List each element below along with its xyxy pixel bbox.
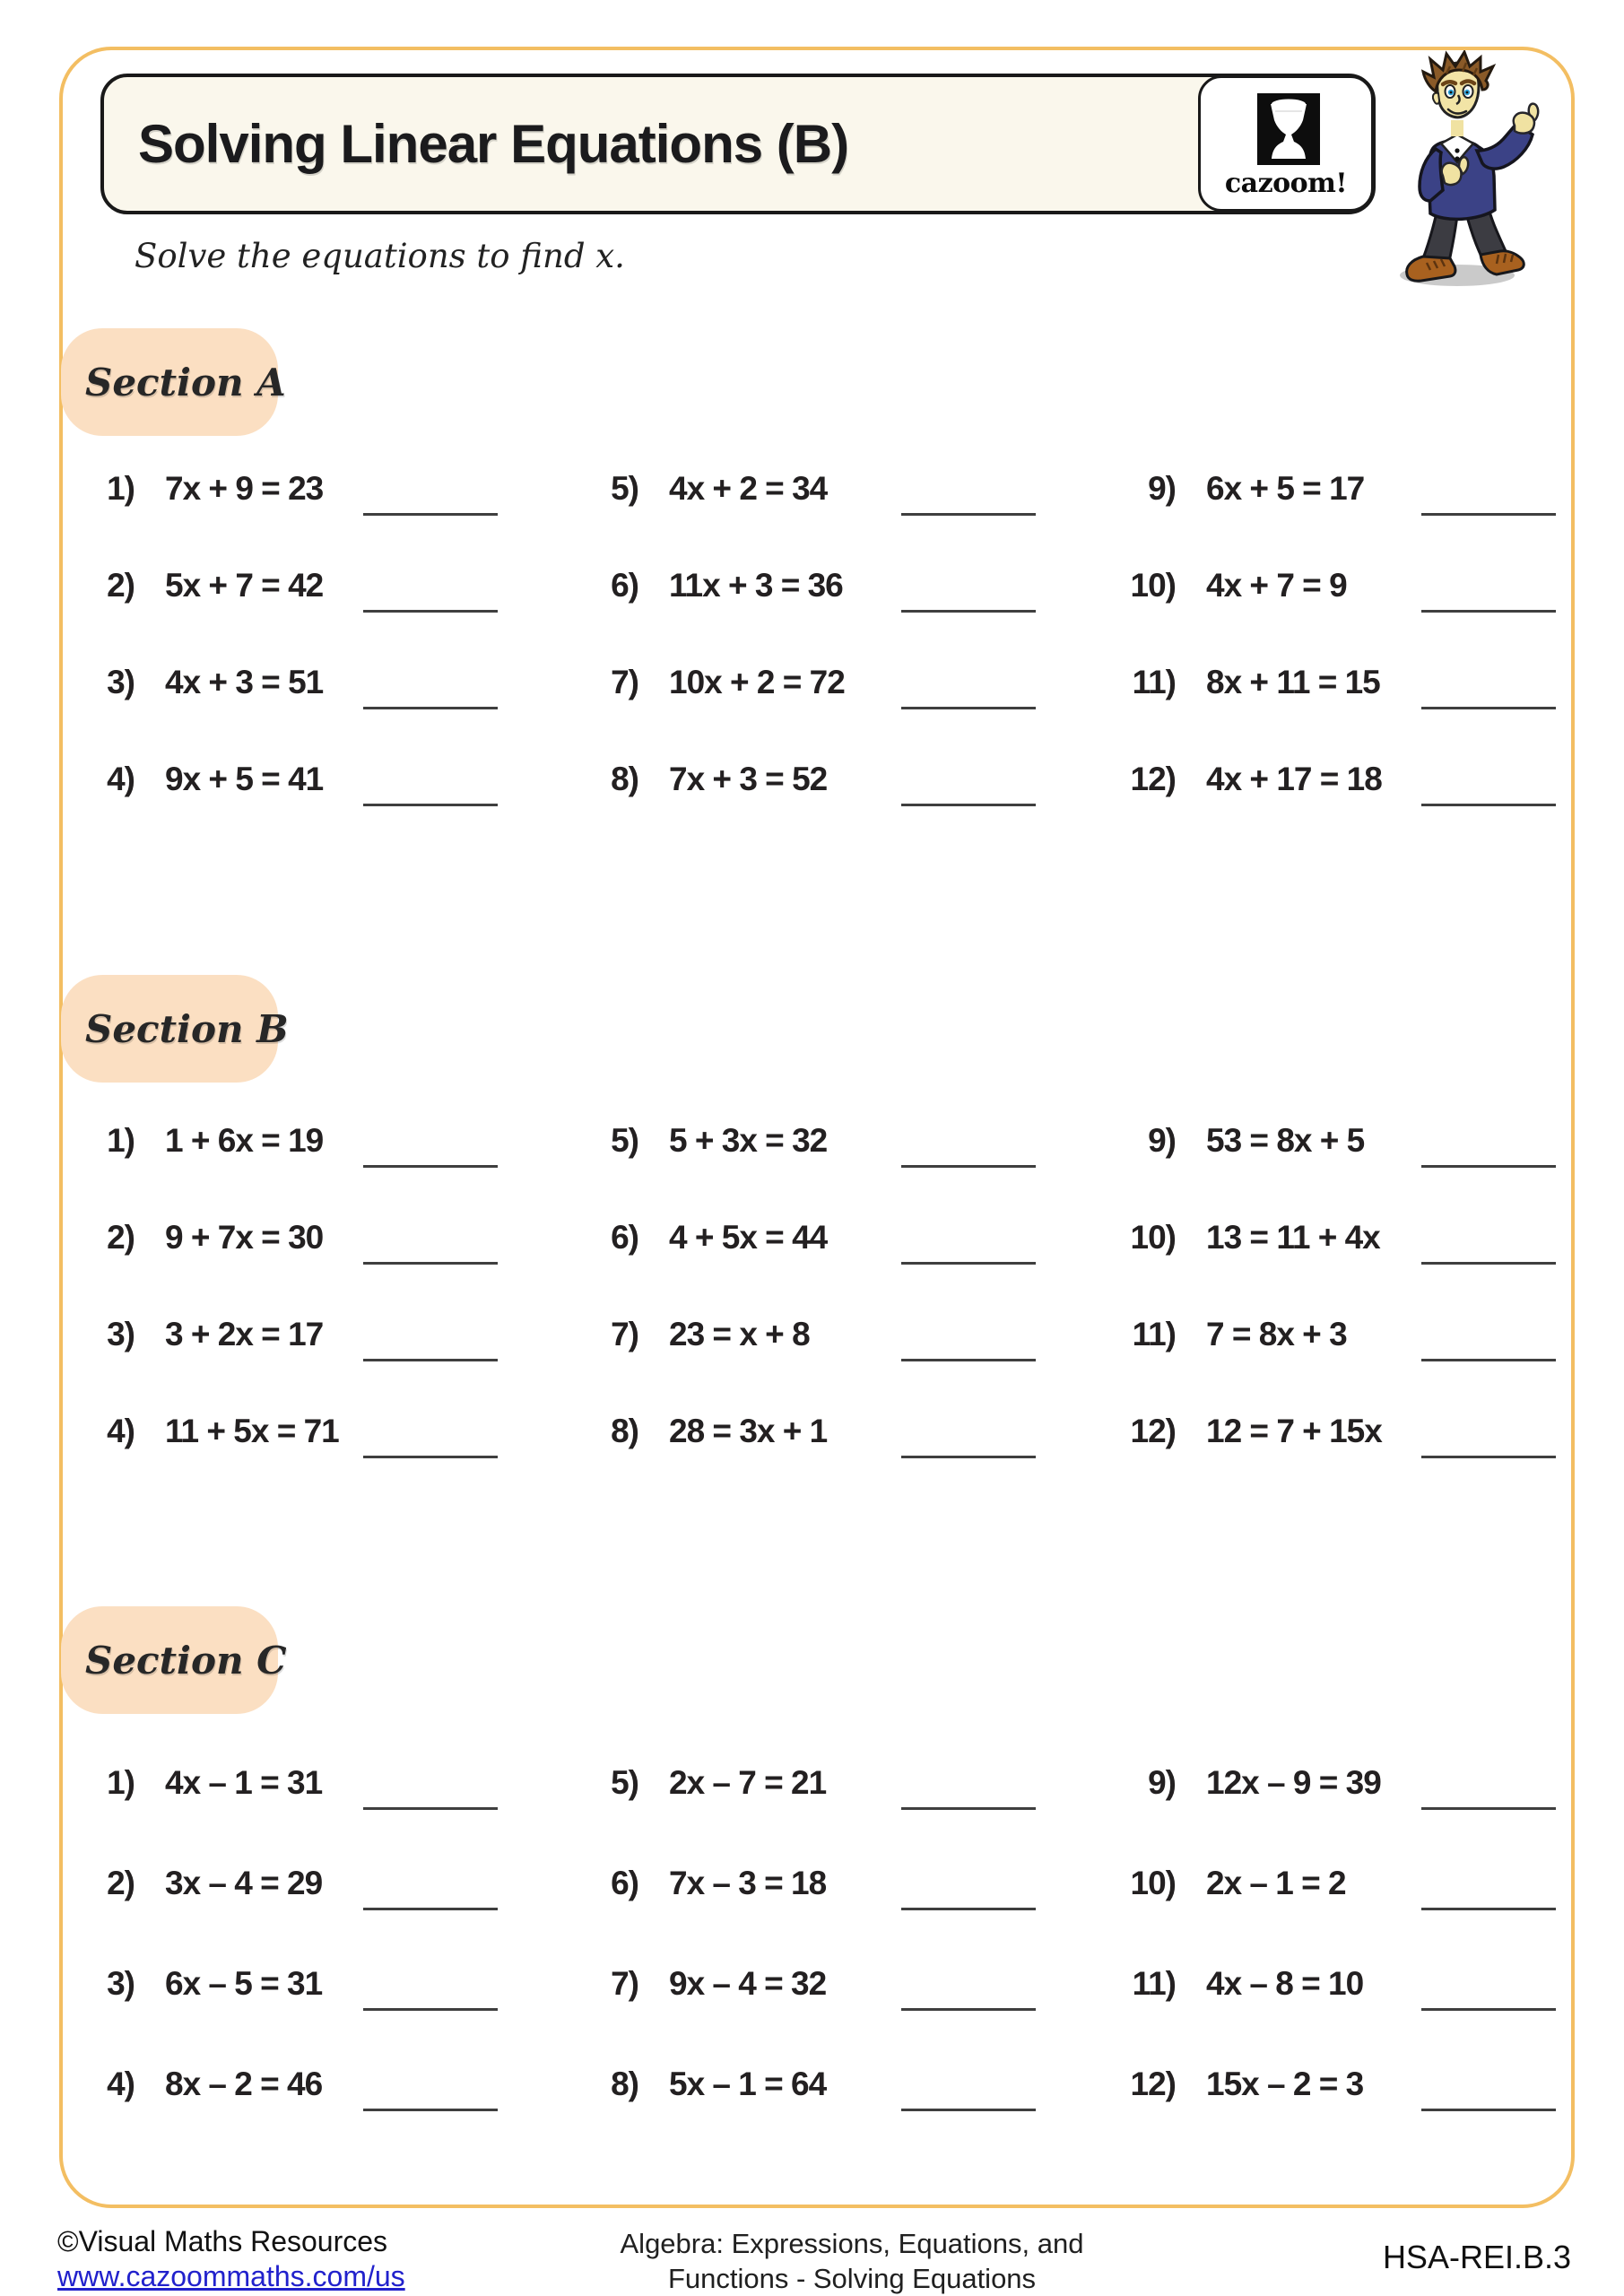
answer-blank[interactable]	[901, 804, 1036, 806]
answer-blank[interactable]	[363, 804, 498, 806]
answer-blank[interactable]	[1421, 1456, 1556, 1458]
footer-topic	[484, 2226, 1220, 2296]
answer-blank[interactable]	[1421, 1359, 1556, 1361]
problem-number: 12)	[1130, 2066, 1176, 2102]
problem	[1113, 468, 1575, 558]
problem	[1113, 1411, 1575, 1500]
equation-text: 9x + 5 = 41	[165, 761, 324, 797]
equation-text: 53 = 8x + 5	[1206, 1122, 1365, 1159]
problem	[1113, 662, 1575, 752]
problem	[1113, 565, 1575, 655]
problem-number: 11)	[1132, 664, 1176, 700]
equation-text: 7x – 3 = 18	[669, 1865, 827, 1901]
problem	[576, 1762, 1078, 1852]
answer-blank[interactable]	[363, 707, 498, 709]
equation-text: 9 + 7x = 30	[165, 1219, 324, 1256]
answer-blank[interactable]	[363, 610, 498, 613]
answer-blank[interactable]	[901, 707, 1036, 709]
problem	[72, 1120, 560, 1210]
problem-number: 6)	[611, 567, 638, 604]
equation-text: 4 + 5x = 44	[669, 1219, 828, 1256]
answer-blank[interactable]	[363, 1456, 498, 1458]
answer-blank[interactable]	[901, 513, 1036, 516]
equation-text: 4x + 3 = 51	[165, 664, 324, 700]
instruction-text: Solve the equations to find x.	[135, 237, 625, 275]
answer-blank[interactable]	[1421, 1165, 1556, 1168]
equation-text: 15x – 2 = 3	[1206, 2066, 1364, 2102]
problem-number: 8)	[611, 761, 638, 797]
problem-number: 2)	[107, 1219, 135, 1256]
problem	[576, 662, 1078, 752]
equation-text: 4x + 17 = 18	[1206, 761, 1382, 797]
equation-text: 3 + 2x = 17	[165, 1316, 324, 1352]
problem	[1113, 1120, 1575, 1210]
problem	[576, 2064, 1078, 2153]
problem-number: 10)	[1130, 1865, 1176, 1901]
answer-blank[interactable]	[363, 1908, 498, 1910]
problem	[576, 1411, 1078, 1500]
answer-blank[interactable]	[1421, 707, 1556, 709]
equation-text: 1 + 6x = 19	[165, 1122, 324, 1159]
problem	[1113, 1314, 1575, 1404]
answer-blank[interactable]	[363, 513, 498, 516]
equation-text: 11 + 5x = 71	[165, 1413, 339, 1449]
cazoom-logo-text: cazoom!	[1224, 168, 1348, 199]
equation-text: 7x + 9 = 23	[165, 470, 324, 507]
boy-mascot-illustration	[1384, 50, 1541, 292]
problem-number: 4)	[107, 761, 135, 797]
equation-text: 9x – 4 = 32	[669, 1965, 827, 2002]
section-b-bubble	[61, 975, 289, 1083]
problem-number: 8)	[611, 2066, 638, 2102]
problem	[72, 565, 560, 655]
problem-number: 5)	[611, 1764, 638, 1801]
equation-text: 28 = 3x + 1	[669, 1413, 828, 1449]
equation-text: 11x + 3 = 36	[669, 567, 843, 604]
problem	[72, 1963, 560, 2053]
answer-blank[interactable]	[363, 1807, 498, 1810]
problem	[72, 1863, 560, 1952]
page-title: Solving Linear Equations (B)	[138, 114, 849, 174]
equation-text: 6x + 5 = 17	[1206, 470, 1365, 507]
problem-number: 9)	[1148, 1764, 1176, 1801]
problem-number: 4)	[107, 1413, 135, 1449]
problem-number: 7)	[611, 664, 638, 700]
answer-blank[interactable]	[363, 2008, 498, 2011]
answer-blank[interactable]	[1421, 2008, 1556, 2011]
section-c-bubble	[61, 1606, 287, 1714]
problem	[1113, 759, 1575, 848]
problem	[576, 565, 1078, 655]
answer-blank[interactable]	[363, 2109, 498, 2111]
answer-blank[interactable]	[901, 1456, 1036, 1458]
problem	[72, 1314, 560, 1404]
equation-text: 4x + 2 = 34	[669, 470, 828, 507]
problem-number: 2)	[107, 1865, 135, 1901]
problem	[576, 1314, 1078, 1404]
problem	[576, 1963, 1078, 2053]
equation-text: 5x – 1 = 64	[669, 2066, 827, 2102]
problem	[72, 468, 560, 558]
problem-number: 3)	[107, 664, 135, 700]
answer-blank[interactable]	[901, 1807, 1036, 1810]
equation-text: 3x – 4 = 29	[165, 1865, 323, 1901]
equation-text: 2x – 7 = 21	[669, 1764, 827, 1801]
problem	[72, 759, 560, 848]
problem	[1113, 2064, 1575, 2153]
problem-number: 2)	[107, 567, 135, 604]
equation-text: 2x – 1 = 2	[1206, 1865, 1346, 1901]
problem	[576, 1120, 1078, 1210]
equation-text: 4x – 1 = 31	[165, 1764, 323, 1801]
topic-line-2: Functions - Solving Equations	[667, 2263, 1037, 2294]
problem-number: 10)	[1130, 567, 1176, 604]
problem-number: 3)	[107, 1965, 135, 2002]
problem	[576, 1863, 1078, 1952]
answer-blank[interactable]	[1421, 804, 1556, 806]
equation-text: 6x – 5 = 31	[165, 1965, 323, 2002]
answer-blank[interactable]	[901, 1262, 1036, 1265]
answer-blank[interactable]	[363, 1165, 498, 1168]
problem	[1113, 1863, 1575, 1952]
answer-blank[interactable]	[901, 1165, 1036, 1168]
answer-blank[interactable]	[1421, 1807, 1556, 1810]
answer-blank[interactable]	[901, 610, 1036, 613]
equation-text: 10x + 2 = 72	[669, 664, 845, 700]
problem	[1113, 1217, 1575, 1307]
answer-blank[interactable]	[1421, 610, 1556, 613]
problem-number: 1)	[107, 1764, 135, 1801]
equation-text: 5x + 7 = 42	[165, 567, 324, 604]
problem-number: 3)	[107, 1316, 135, 1352]
problem-number: 7)	[611, 1316, 638, 1352]
title-box	[100, 74, 1376, 214]
equation-text: 7x + 3 = 52	[669, 761, 828, 797]
problem-number: 4)	[107, 2066, 135, 2102]
problem-number: 11)	[1132, 1965, 1176, 2002]
problem-number: 1)	[107, 1122, 135, 1159]
problem-number: 12)	[1130, 761, 1176, 797]
section-label: Section A	[85, 360, 286, 404]
answer-blank[interactable]	[1421, 513, 1556, 516]
equation-text: 23 = x + 8	[669, 1316, 810, 1352]
answer-blank[interactable]	[1421, 1262, 1556, 1265]
problem-number: 6)	[611, 1865, 638, 1901]
copyright-text: ©Visual Maths Resources	[57, 2225, 388, 2257]
problem	[576, 759, 1078, 848]
topic-line-1: Algebra: Expressions, Equations, and	[620, 2228, 1084, 2259]
problem	[72, 1762, 560, 1852]
equation-text: 5 + 3x = 32	[669, 1122, 828, 1159]
problem-number: 11)	[1132, 1316, 1176, 1352]
problem-number: 6)	[611, 1219, 638, 1256]
answer-blank[interactable]	[363, 1262, 498, 1265]
problem-number: 1)	[107, 470, 135, 507]
problem-number: 9)	[1148, 470, 1176, 507]
problem-number: 5)	[611, 470, 638, 507]
problem-number: 8)	[611, 1413, 638, 1449]
equation-text: 8x – 2 = 46	[165, 2066, 323, 2102]
answer-blank[interactable]	[901, 2109, 1036, 2111]
answer-blank[interactable]	[901, 2008, 1036, 2011]
equation-text: 12 = 7 + 15x	[1206, 1413, 1382, 1449]
problem	[1113, 1963, 1575, 2053]
equation-text: 8x + 11 = 15	[1206, 664, 1380, 700]
answer-blank[interactable]	[901, 1359, 1036, 1361]
problem-number: 9)	[1148, 1122, 1176, 1159]
problem	[576, 468, 1078, 558]
answer-blank[interactable]	[1421, 1908, 1556, 1910]
problem	[72, 1411, 560, 1500]
equation-text: 4x + 7 = 9	[1206, 567, 1347, 604]
cazoom-logo-panel	[1198, 75, 1374, 212]
standard-code: HSA-REI.B.3	[1382, 2239, 1571, 2275]
problem-number: 5)	[611, 1122, 638, 1159]
equation-text: 4x – 8 = 10	[1206, 1965, 1364, 2002]
equation-text: 12x – 9 = 39	[1206, 1764, 1381, 1801]
problem	[576, 1217, 1078, 1307]
problem-number: 10)	[1130, 1219, 1176, 1256]
problem	[72, 662, 560, 752]
section-label: Section B	[85, 1006, 289, 1051]
drum-icon	[1256, 93, 1321, 165]
problem-number: 12)	[1130, 1413, 1176, 1449]
section-a-bubble	[61, 328, 286, 436]
answer-blank[interactable]	[901, 1908, 1036, 1910]
problem	[72, 2064, 560, 2153]
website-link[interactable]: www.cazoommaths.com/us	[57, 2260, 405, 2292]
equation-text: 7 = 8x + 3	[1206, 1316, 1347, 1352]
section-label: Section C	[85, 1638, 287, 1683]
answer-blank[interactable]	[1421, 2109, 1556, 2111]
problem	[1113, 1762, 1575, 1852]
problem-number: 7)	[611, 1965, 638, 2002]
footer-left	[57, 2224, 405, 2294]
problem	[72, 1217, 560, 1307]
equation-text: 13 = 11 + 4x	[1206, 1219, 1380, 1256]
answer-blank[interactable]	[363, 1359, 498, 1361]
